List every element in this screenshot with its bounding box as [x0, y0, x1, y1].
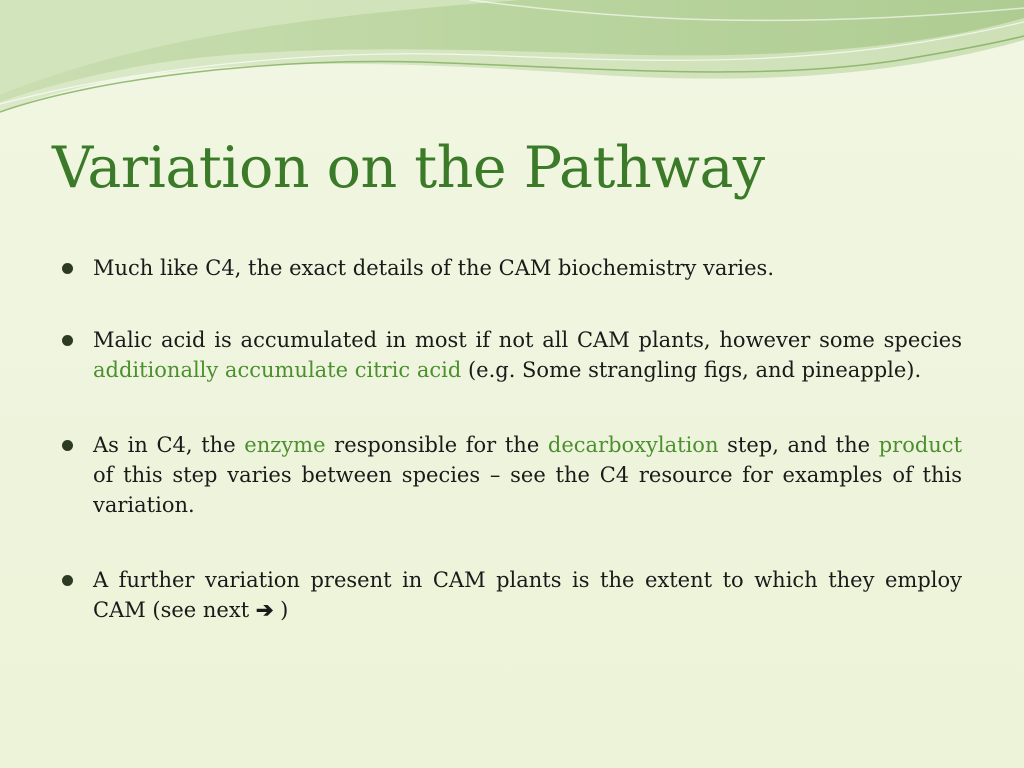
highlighted-text: decarboxylation	[547, 433, 719, 457]
header-wave-decoration	[0, 0, 1024, 130]
bullet-list	[62, 253, 962, 625]
bullet-text: )	[273, 598, 289, 622]
highlighted-text: enzyme	[244, 433, 326, 457]
highlighted-text: product	[878, 433, 963, 457]
bullet-text: of this step varies between species – see the C4 resource for examples of this variation.	[93, 463, 962, 517]
bullet-text: Malic acid is accumulated in most if not all CAM plants, however some species	[93, 328, 962, 352]
right-arrow-icon: ➔	[255, 597, 274, 622]
highlighted-text: additionally accumulate citric acid	[93, 358, 462, 382]
bullet-item	[62, 430, 962, 520]
slide-title: Variation on the Pathway	[52, 135, 765, 201]
bullet-text: Much like C4, the exact details of the CAM biochemistry varies.	[93, 256, 775, 280]
bullet-item	[62, 565, 962, 625]
bullet-item	[62, 325, 962, 385]
bullet-icon	[62, 575, 73, 586]
bullet-icon	[62, 335, 73, 346]
bullet-text: A further variation present in CAM plants is the extent to which they employ CAM (see next	[93, 568, 962, 622]
bullet-icon	[62, 440, 73, 451]
bullet-item	[62, 253, 962, 283]
bullet-text: step, and the	[718, 433, 879, 457]
bullet-text: (e.g. Some strangling figs, and pineapple).	[461, 358, 922, 382]
bullet-text: As in C4, the	[93, 433, 245, 457]
bullet-text: responsible for the	[325, 433, 548, 457]
bullet-icon	[62, 263, 73, 274]
